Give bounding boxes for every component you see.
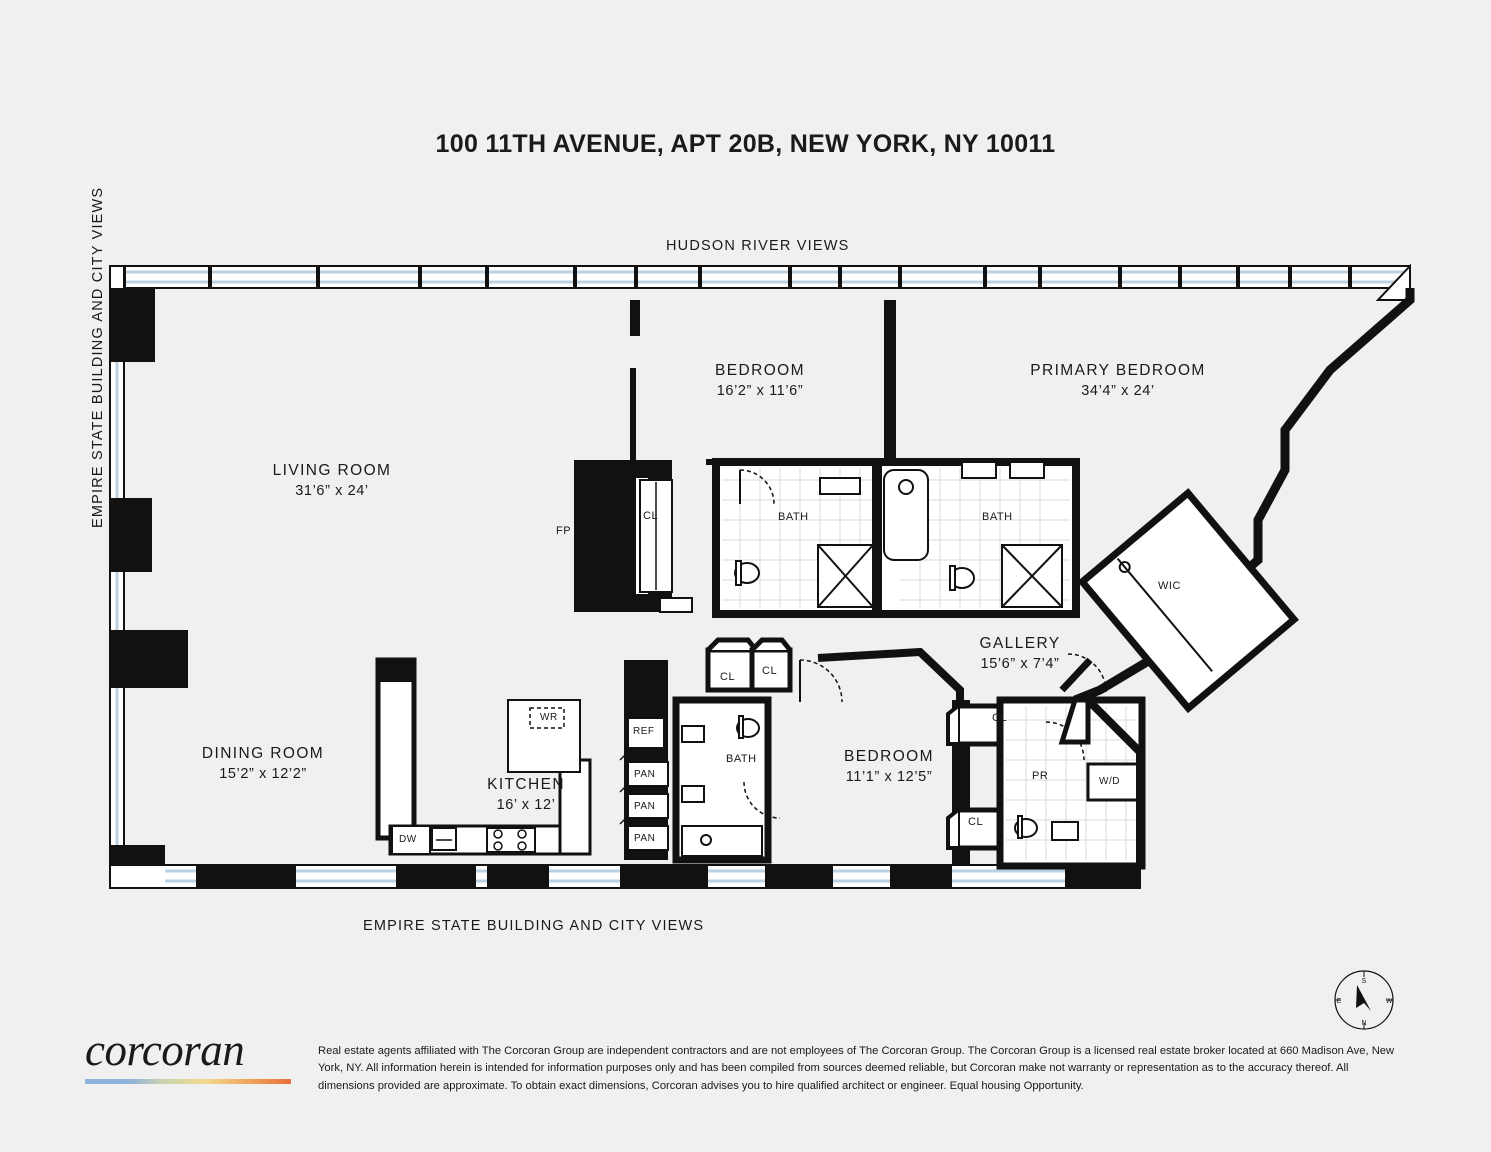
compass-label-w: W	[1385, 998, 1393, 1005]
room-label-bedroom-1: BEDROOM 16’2” x 11’6”	[715, 362, 805, 399]
tag-bath-1: BATH	[778, 511, 809, 523]
tag-dishwasher: DW	[399, 834, 417, 845]
tag-refrigerator: REF	[633, 726, 655, 737]
tag-fireplace: FP	[556, 525, 572, 537]
tag-closet-living: CL	[643, 510, 659, 522]
room-label-living-room: LIVING ROOM 31’6” x 24’	[272, 462, 392, 499]
tag-pantry-2: PAN	[634, 801, 656, 812]
corcoran-wordmark: corcoran	[85, 1025, 245, 1075]
compass-rose	[1327, 963, 1401, 1037]
disclaimer-text: Real estate agents affiliated with The Corcoran Group are independent contractors and are not employees of The Corcoran Group. The Corcoran Group is a licensed real estate broker located at 660 Madison Ave, New York, NY. All information herein is intended for information purposes only and has been compiled from sources deemed reliable, but Corcoran make not warranty or representation as to the accuracy thereof. All dimensions provided are approximate. To obtain exact dimensions, Corcoran advises you to hire qualified architect or engineer. Equal housing Opportunity.	[318, 1045, 1395, 1092]
corcoran-color-bar	[85, 1079, 291, 1084]
tag-pantry-1: PAN	[634, 769, 656, 780]
compass-label-e: E	[1336, 998, 1342, 1005]
compass-label-s: S	[1361, 978, 1367, 985]
tag-washer-dryer: W/D	[1099, 776, 1120, 787]
corcoran-logo	[85, 1025, 297, 1084]
room-label-bedroom-2: BEDROOM 11’1” x 12’5”	[844, 748, 934, 785]
tag-closet-lower: CL	[968, 816, 984, 828]
page-title: 100 11TH AVENUE, APT 20B, NEW YORK, NY 10011	[435, 130, 1056, 158]
room-label-primary-bedroom: PRIMARY BEDROOM 34’4” x 24’	[1030, 362, 1206, 399]
tag-powder-room: PR	[1032, 770, 1049, 782]
tag-closet-gallery-a: CL	[720, 671, 736, 683]
view-label-bottom: EMPIRE STATE BUILDING AND CITY VIEWS	[363, 918, 705, 934]
view-label-hudson-river: HUDSON RIVER VIEWS	[666, 238, 850, 254]
tag-closet-hall: CL	[992, 712, 1008, 724]
tag-walk-in-closet: WIC	[1158, 580, 1181, 592]
room-label-dining-room: DINING ROOM 15’2” x 12’2”	[201, 745, 325, 782]
tag-bath-3: BATH	[726, 753, 757, 765]
compass-label-n: N	[1361, 1020, 1367, 1027]
tag-pantry-3: PAN	[634, 833, 656, 844]
tag-closet-gallery-b: CL	[762, 665, 778, 677]
tag-wr: WR	[540, 712, 558, 723]
view-label-left: EMPIRE STATE BUILDING AND CITY VIEWS	[90, 186, 106, 528]
tag-bath-2: BATH	[982, 511, 1013, 523]
room-label-kitchen: KITCHEN 16’ x 12’	[487, 776, 565, 813]
room-label-gallery: GALLERY 15’6” x 7’4”	[979, 635, 1061, 672]
